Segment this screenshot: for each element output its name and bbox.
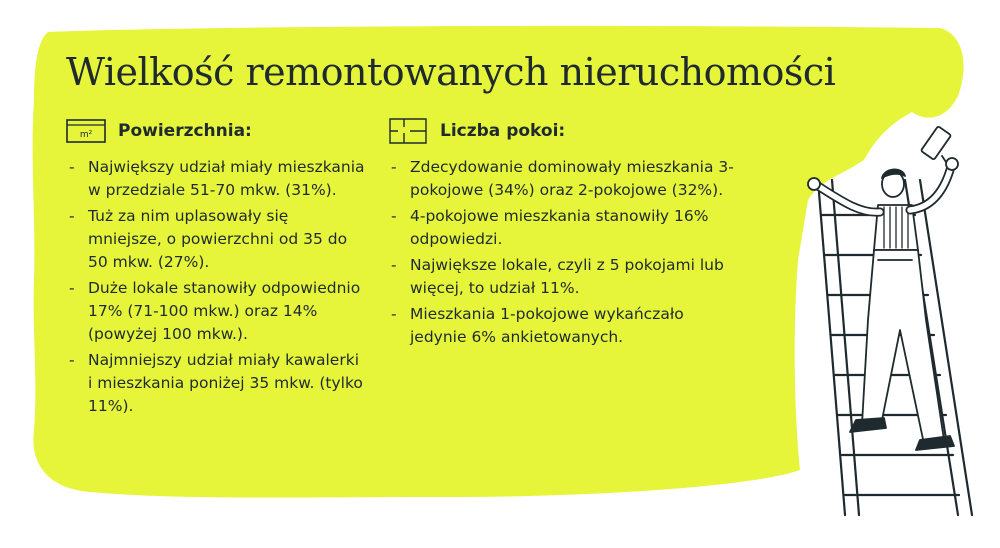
area-list-item: - Największy udział miały mieszkania w przedziale 51-70 mkw. (31%). [66, 156, 366, 202]
area-list-item: - Duże lokale stanowiły odpowiednio 17% (71-100 mkw.) oraz 14% (powyżej 100 mkw.). [66, 277, 366, 346]
rooms-heading [388, 118, 738, 144]
painter-on-ladder-illustration [795, 118, 985, 528]
rooms-list-item: - Zdecydowanie dominowały mieszkania 3-pokojowe (34%) oraz 2-pokojowe (32%). [388, 156, 738, 202]
area-heading-label: Powierzchnia: [118, 121, 252, 141]
floor-plan-icon [388, 117, 428, 145]
area-list [66, 156, 366, 418]
rooms-section [388, 118, 738, 352]
rooms-list-item: - Mieszkania 1-pokojowe wykańczało jedynie 6% ankietowanych. [388, 303, 738, 349]
rooms-list [388, 156, 738, 349]
area-heading [66, 118, 366, 144]
rooms-list-item: - 4-pokojowe mieszkania stanowiły 16% odpowiedzi. [388, 205, 738, 251]
area-list-item: - Tuż za nim uplasowały się mniejsze, o powierzchni od 35 do 50 mkw. (27%). [66, 205, 366, 274]
page-title: Wielkość remontowanych nieruchomości [66, 50, 836, 94]
rooms-list-item: - Największe lokale, czyli z 5 pokojami lub więcej, to udział 11%. [388, 254, 738, 300]
area-list-item: - Najmniejszy udział miały kawalerki i mieszkania poniżej 35 mkw. (tylko 11%). [66, 349, 366, 418]
area-m2-icon [66, 119, 106, 143]
rooms-heading-label: Liczba pokoi: [440, 121, 566, 141]
area-section [66, 118, 366, 421]
area-icon-label: m² [79, 130, 93, 140]
